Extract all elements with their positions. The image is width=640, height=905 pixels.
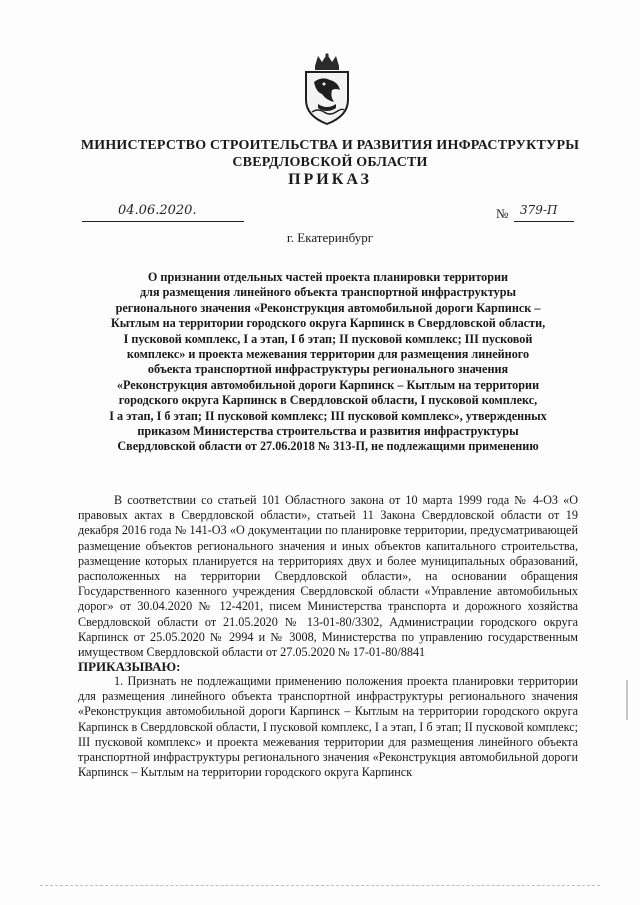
clause-1-paragraph: 1. Признать не подлежащими применению положения проекта планировки территории для размещения линейного объекта транспортной инфраструктуры регионального значения «Реконструкция автомобильной дороги Карпинск – Кытлым на территории городского округа Карпинск в Свердловской области, I пусковой комплекс, I а этап, I б этап; II пусковой комплекс; III пусковой комплекс» и проекта межевания территории для размещения линейного объекта транспортной инфраструктуры регионального значения «Реконструкция автомобильной дороги Карпинск – Кытлым на территории городского округа Карпинск bbox=[78, 674, 578, 780]
preamble-block bbox=[78, 493, 578, 660]
heading-line: О признании отдельных частей проекта планировки территории bbox=[147, 270, 509, 284]
scan-margin-mark bbox=[626, 680, 628, 720]
ministry-name-line2: СВЕРДЛОВСКОЙ ОБЛАСТИ bbox=[232, 155, 428, 170]
heading-line: регионального значения «Реконструкция автомобильной дороги Карпинск – bbox=[115, 300, 541, 315]
city-name: г. Екатеринбург bbox=[286, 230, 374, 245]
number-field bbox=[514, 203, 574, 222]
heading-line: Свердловской области от 27.06.2018 № 313-П, не подлежащими применению bbox=[117, 439, 539, 454]
heading-line: I пусковой комплекс, I а этап, I б этап; II пусковой комплекс; III пусковой bbox=[123, 331, 533, 346]
heading-line: I а этап, I б этап; II пусковой комплекс; III пусковой комплекс», утвержденных bbox=[109, 408, 547, 423]
heading-line: «Реконструкция автомобильной дороги Карпинск – Кытлым на территории bbox=[116, 377, 540, 392]
heading-line: объекта транспортной инфраструктуры регионального значения bbox=[147, 362, 509, 377]
order-directive: ПРИКАЗЫВАЮ: bbox=[78, 659, 181, 674]
ministry-name-line1: МИНИСТЕРСТВО СТРОИТЕЛЬСТВА И РАЗВИТИЯ ИНФРАСТРУКТУРЫ bbox=[80, 138, 580, 153]
heading-line: комплекс» и проекта межевания территории для размещения линейного bbox=[126, 347, 530, 362]
order-heading bbox=[78, 270, 578, 455]
heading-line: городского округа Карпинск в Свердловской области, I пусковой комплекс, bbox=[118, 393, 538, 408]
scan-bottom-artifact bbox=[40, 885, 600, 889]
handwritten-number: 379-П bbox=[520, 203, 558, 217]
clauses-block bbox=[78, 674, 578, 780]
number-label: № bbox=[496, 206, 509, 221]
handwritten-date: 04.06.2020. bbox=[118, 203, 197, 218]
coat-of-arms-sverdlovsk-icon bbox=[300, 52, 354, 126]
heading-line: Кытлым на территории городского округа Карпинск в Свердловской области, bbox=[110, 316, 546, 331]
heading-line: для размещения линейного объекта транспортной инфраструктуры bbox=[139, 285, 516, 300]
preamble-paragraph: В соответствии со статьей 101 Областного закона от 10 марта 1999 года № 4-ОЗ «О правовых актах в Свердловской области», статьей 11 Закона Свердловской области от 19 декабря 2016 года № 141-ОЗ «О документации по планировке территории, предусматривающей размещение объектов регионального значения и иных объектов капитального строительства, размещение которых планируется на территориях двух и более муниципальных образований, расположенных на территории Свердловской области», на основании обращения Государственного казенного учреждения Свердловской области «Управление автомобильных дорог» от 30.04.2020 № 12-4201, писем Министерства транспорта и дорожного хозяйства Свердловской области от 21.05.2020 № 13-01-80/3302, Администрации городского округа Карпинск от 25.05.2020 № 2994 и № 3008, Министерства по управлению государственным имуществом Свердловской области от 27.05.2020 № 17-01-80/8841 bbox=[78, 493, 578, 660]
heading-line: приказом Министерства строительства и развития инфраструктуры bbox=[137, 424, 519, 439]
date-field bbox=[82, 203, 244, 222]
document-type-title: ПРИКАЗ bbox=[288, 171, 372, 188]
